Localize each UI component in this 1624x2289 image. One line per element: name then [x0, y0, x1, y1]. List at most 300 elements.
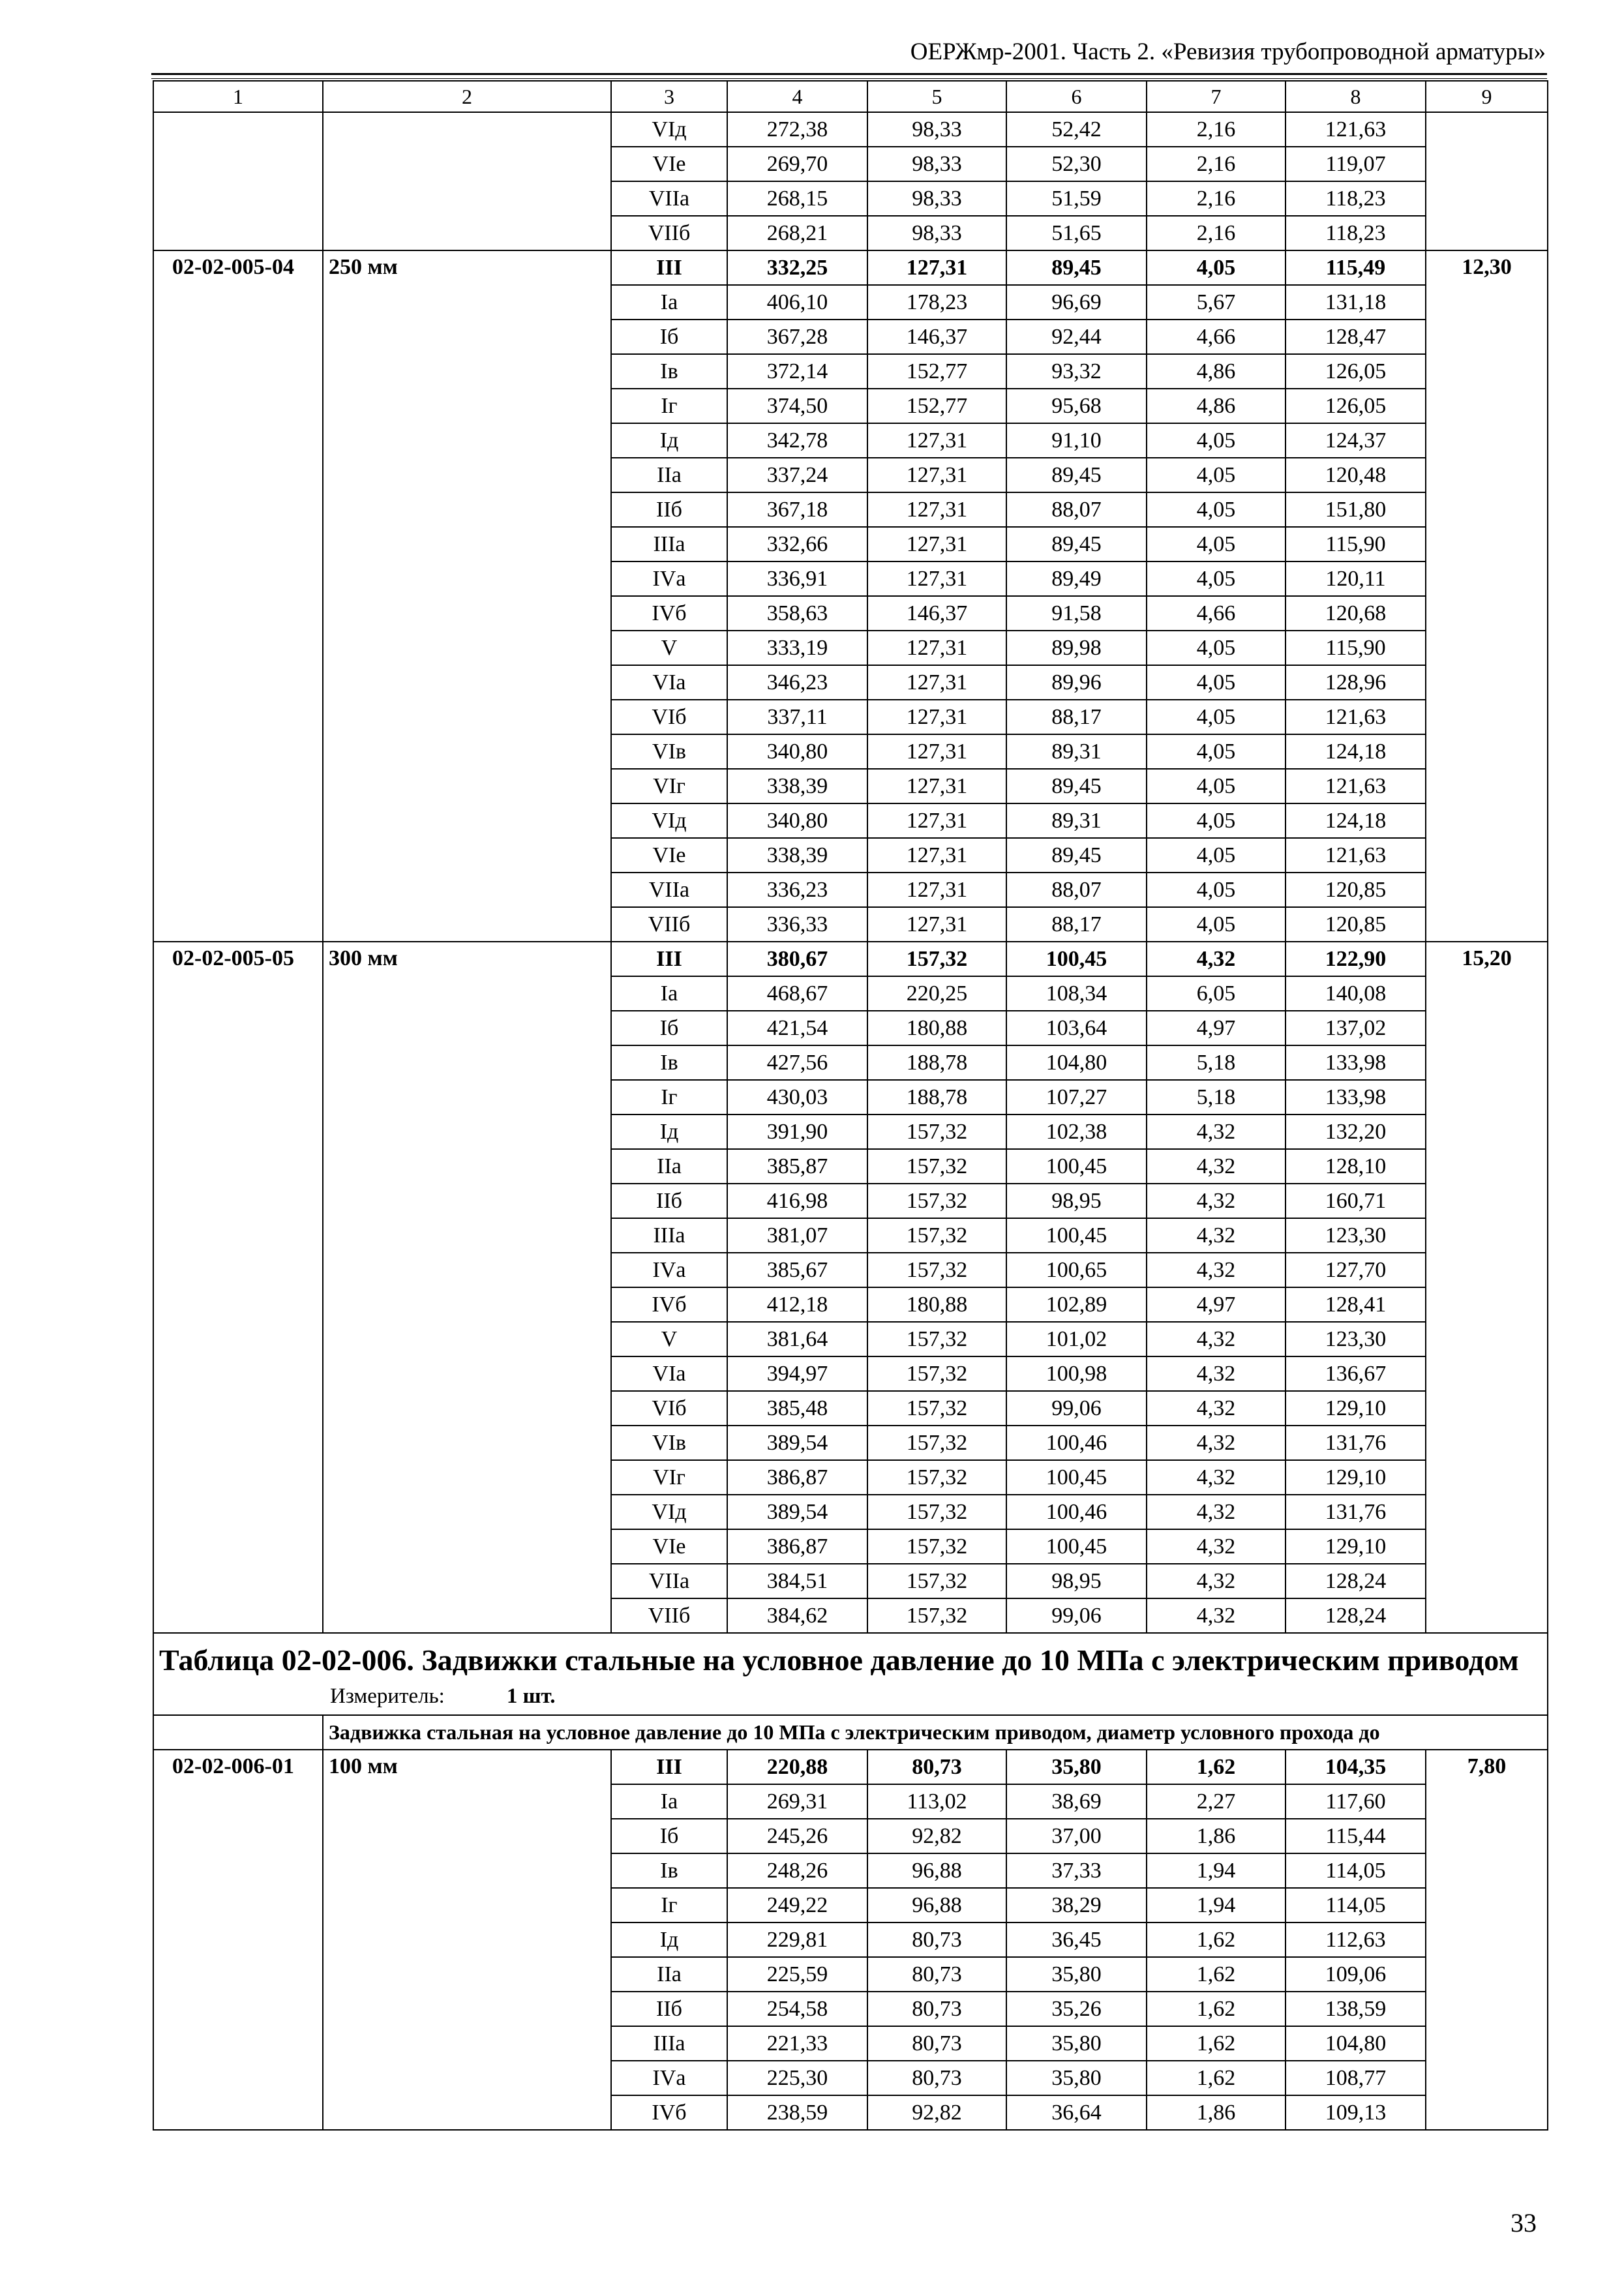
- value-cell: 98,33: [867, 112, 1006, 147]
- value-cell: 133,98: [1286, 1080, 1426, 1115]
- value-cell: 112,63: [1286, 1922, 1426, 1957]
- value-cell: 128,41: [1286, 1287, 1426, 1322]
- value-cell: 1,62: [1147, 1957, 1286, 1992]
- table-row: [153, 942, 1548, 976]
- value-cell: 80,73: [867, 1750, 1006, 1784]
- value-cell: 152,77: [867, 354, 1006, 389]
- value-cell: 384,62: [727, 1598, 867, 1633]
- value-cell: 157,32: [867, 1115, 1006, 1149]
- value-cell: 1,62: [1147, 1922, 1286, 1957]
- value-cell: 129,10: [1286, 1460, 1426, 1495]
- value-cell: 136,67: [1286, 1356, 1426, 1391]
- value-cell: 127,31: [867, 561, 1006, 596]
- subtitle-cell: Задвижка стальная на условное давление до 10 МПа с электрическим приводом, диаметр условного прохода до: [323, 1715, 1548, 1750]
- value-cell: 4,32: [1147, 1495, 1286, 1529]
- value-cell: 80,73: [867, 2061, 1006, 2095]
- value-cell: 35,80: [1006, 2061, 1147, 2095]
- value-cell: 89,96: [1006, 665, 1147, 700]
- table-row: [153, 112, 1548, 147]
- zone-cell: VIа: [611, 1356, 727, 1391]
- value-cell: 109,13: [1286, 2095, 1426, 2130]
- value-cell: 104,80: [1286, 2026, 1426, 2061]
- value-cell: 4,05: [1147, 665, 1286, 700]
- value-cell: 108,77: [1286, 2061, 1426, 2095]
- value-cell: 225,30: [727, 2061, 867, 2095]
- value-cell: 1,94: [1147, 1853, 1286, 1888]
- value-cell: 96,69: [1006, 285, 1147, 320]
- value-cell: 100,45: [1006, 942, 1147, 976]
- value-cell: 127,31: [867, 665, 1006, 700]
- value-cell: 4,05: [1147, 631, 1286, 665]
- value-cell: 115,90: [1286, 631, 1426, 665]
- value-cell: 89,31: [1006, 803, 1147, 838]
- diameter-cell: 250 мм: [323, 250, 611, 942]
- zone-cell: IVб: [611, 2095, 727, 2130]
- value-cell: 99,06: [1006, 1391, 1147, 1426]
- value-cell: 126,05: [1286, 389, 1426, 423]
- value-cell: 121,63: [1286, 700, 1426, 734]
- value-cell: 100,45: [1006, 1149, 1147, 1184]
- zone-cell: Iа: [611, 976, 727, 1011]
- value-cell: 468,67: [727, 976, 867, 1011]
- value-cell: 121,63: [1286, 112, 1426, 147]
- value-cell: 124,18: [1286, 803, 1426, 838]
- value-cell: 127,31: [867, 458, 1006, 492]
- zone-cell: Iг: [611, 1080, 727, 1115]
- value-cell: 80,73: [867, 2026, 1006, 2061]
- value-cell: 100,46: [1006, 1495, 1147, 1529]
- zone-cell: VIб: [611, 700, 727, 734]
- value-cell: 128,96: [1286, 665, 1426, 700]
- value-cell: 128,10: [1286, 1149, 1426, 1184]
- value-cell: 157,32: [867, 1322, 1006, 1356]
- value-cell: 146,37: [867, 596, 1006, 631]
- zone-cell: Iд: [611, 423, 727, 458]
- value-cell: 120,68: [1286, 596, 1426, 631]
- value-cell: 104,35: [1286, 1750, 1426, 1784]
- value-cell: 4,32: [1147, 942, 1286, 976]
- zone-cell: V: [611, 1322, 727, 1356]
- column-9-value: 12,30: [1426, 250, 1548, 942]
- value-cell: 132,20: [1286, 1115, 1426, 1149]
- value-cell: 93,32: [1006, 354, 1147, 389]
- column-number: 2: [323, 81, 611, 112]
- value-cell: 4,05: [1147, 492, 1286, 527]
- value-cell: 88,17: [1006, 907, 1147, 942]
- value-cell: 4,05: [1147, 423, 1286, 458]
- value-cell: 386,87: [727, 1529, 867, 1564]
- header-rule-thick: [151, 73, 1547, 75]
- value-cell: 4,66: [1147, 596, 1286, 631]
- value-cell: 180,88: [867, 1287, 1006, 1322]
- value-cell: 336,33: [727, 907, 867, 942]
- value-cell: 108,34: [1006, 976, 1147, 1011]
- zone-cell: Iв: [611, 354, 727, 389]
- value-cell: 4,32: [1147, 1356, 1286, 1391]
- zone-cell: IIб: [611, 1184, 727, 1218]
- value-cell: 5,67: [1147, 285, 1286, 320]
- value-cell: 4,05: [1147, 250, 1286, 285]
- value-cell: 35,26: [1006, 1992, 1147, 2026]
- value-cell: 1,86: [1147, 1819, 1286, 1853]
- diameter-cell: 300 мм: [323, 942, 611, 1633]
- value-cell: 1,62: [1147, 2061, 1286, 2095]
- value-cell: 157,32: [867, 1529, 1006, 1564]
- value-cell: 4,32: [1147, 1184, 1286, 1218]
- empty-cell: [1426, 112, 1548, 250]
- value-cell: 430,03: [727, 1080, 867, 1115]
- value-cell: 248,26: [727, 1853, 867, 1888]
- empty-cell: [153, 112, 323, 250]
- value-cell: 127,70: [1286, 1253, 1426, 1287]
- value-cell: 95,68: [1006, 389, 1147, 423]
- value-cell: 35,80: [1006, 2026, 1147, 2061]
- value-cell: 120,11: [1286, 561, 1426, 596]
- zone-cell: Iа: [611, 285, 727, 320]
- value-cell: 188,78: [867, 1045, 1006, 1080]
- column-number: 9: [1426, 81, 1548, 112]
- column-number: 5: [867, 81, 1006, 112]
- value-cell: 4,86: [1147, 389, 1286, 423]
- value-cell: 4,32: [1147, 1322, 1286, 1356]
- value-cell: 4,05: [1147, 838, 1286, 873]
- column-9-value: 7,80: [1426, 1750, 1548, 2130]
- value-cell: 332,25: [727, 250, 867, 285]
- zone-cell: VIе: [611, 147, 727, 181]
- value-cell: 133,98: [1286, 1045, 1426, 1080]
- header-rule-thin: [151, 78, 1547, 79]
- value-cell: 225,59: [727, 1957, 867, 1992]
- value-cell: 137,02: [1286, 1011, 1426, 1045]
- value-cell: 128,24: [1286, 1598, 1426, 1633]
- value-cell: 4,05: [1147, 561, 1286, 596]
- value-cell: 120,48: [1286, 458, 1426, 492]
- value-cell: 338,39: [727, 838, 867, 873]
- value-cell: 92,82: [867, 1819, 1006, 1853]
- value-cell: 1,62: [1147, 1992, 1286, 2026]
- zone-cell: VIв: [611, 734, 727, 769]
- value-cell: 1,62: [1147, 1750, 1286, 1784]
- value-cell: 332,66: [727, 527, 867, 561]
- column-number: 7: [1147, 81, 1286, 112]
- value-cell: 4,05: [1147, 700, 1286, 734]
- value-cell: 157,32: [867, 1598, 1006, 1633]
- zone-cell: IVа: [611, 561, 727, 596]
- value-cell: 268,15: [727, 181, 867, 216]
- value-cell: 245,26: [727, 1819, 867, 1853]
- value-cell: 100,98: [1006, 1356, 1147, 1391]
- value-cell: 269,70: [727, 147, 867, 181]
- value-cell: 5,18: [1147, 1080, 1286, 1115]
- value-cell: 89,45: [1006, 458, 1147, 492]
- column-9-value: 15,20: [1426, 942, 1548, 1633]
- value-cell: 4,32: [1147, 1426, 1286, 1460]
- zone-cell: VIIб: [611, 1598, 727, 1633]
- value-cell: 131,76: [1286, 1426, 1426, 1460]
- value-cell: 115,49: [1286, 250, 1426, 285]
- value-cell: 121,63: [1286, 769, 1426, 803]
- value-cell: 122,90: [1286, 942, 1426, 976]
- value-cell: 119,07: [1286, 147, 1426, 181]
- value-cell: 80,73: [867, 1922, 1006, 1957]
- value-cell: 157,32: [867, 1495, 1006, 1529]
- zone-cell: IIIа: [611, 2026, 727, 2061]
- zone-cell: Iа: [611, 1784, 727, 1819]
- value-cell: 157,32: [867, 1564, 1006, 1598]
- value-cell: 89,45: [1006, 769, 1147, 803]
- value-cell: 4,32: [1147, 1391, 1286, 1426]
- value-cell: 124,18: [1286, 734, 1426, 769]
- value-cell: 333,19: [727, 631, 867, 665]
- table-title: Таблица 02-02-006. Задвижки стальные на условное давление до 10 МПа с электрическим приводом: [159, 1643, 1519, 1677]
- value-cell: 157,32: [867, 1253, 1006, 1287]
- value-cell: 146,37: [867, 320, 1006, 354]
- value-cell: 37,33: [1006, 1853, 1147, 1888]
- value-cell: 126,05: [1286, 354, 1426, 389]
- value-cell: 127,31: [867, 803, 1006, 838]
- value-cell: 4,32: [1147, 1149, 1286, 1184]
- value-cell: 80,73: [867, 1992, 1006, 2026]
- column-number: 1: [153, 81, 323, 112]
- value-cell: 269,31: [727, 1784, 867, 1819]
- table-row: [153, 250, 1548, 285]
- value-cell: 5,18: [1147, 1045, 1286, 1080]
- value-cell: 337,11: [727, 700, 867, 734]
- value-cell: 178,23: [867, 285, 1006, 320]
- zone-cell: VIд: [611, 112, 727, 147]
- value-cell: 104,80: [1006, 1045, 1147, 1080]
- value-cell: 229,81: [727, 1922, 867, 1957]
- zone-cell: Iг: [611, 389, 727, 423]
- table-title-cell: [153, 1633, 1548, 1715]
- value-cell: 102,89: [1006, 1287, 1147, 1322]
- value-cell: 109,06: [1286, 1957, 1426, 1992]
- value-cell: 128,24: [1286, 1564, 1426, 1598]
- zone-cell: III: [611, 942, 727, 976]
- value-cell: 127,31: [867, 873, 1006, 907]
- value-cell: 36,45: [1006, 1922, 1147, 1957]
- value-cell: 4,05: [1147, 458, 1286, 492]
- value-cell: 138,59: [1286, 1992, 1426, 2026]
- value-cell: 127,31: [867, 492, 1006, 527]
- zone-cell: Iг: [611, 1888, 727, 1922]
- value-cell: 99,06: [1006, 1598, 1147, 1633]
- value-cell: 35,80: [1006, 1957, 1147, 1992]
- value-cell: 188,78: [867, 1080, 1006, 1115]
- value-cell: 2,16: [1147, 147, 1286, 181]
- value-cell: 89,45: [1006, 838, 1147, 873]
- value-cell: 98,33: [867, 216, 1006, 250]
- value-cell: 4,05: [1147, 907, 1286, 942]
- zone-cell: III: [611, 1750, 727, 1784]
- zone-cell: IIа: [611, 1957, 727, 1992]
- value-cell: 4,32: [1147, 1218, 1286, 1253]
- value-cell: 2,16: [1147, 216, 1286, 250]
- value-cell: 127,31: [867, 838, 1006, 873]
- value-cell: 124,37: [1286, 423, 1426, 458]
- value-cell: 92,44: [1006, 320, 1147, 354]
- value-cell: 51,59: [1006, 181, 1147, 216]
- value-cell: 98,95: [1006, 1564, 1147, 1598]
- column-number-row: [153, 81, 1548, 112]
- value-cell: 4,86: [1147, 354, 1286, 389]
- zone-cell: VIг: [611, 769, 727, 803]
- zone-cell: IIIа: [611, 527, 727, 561]
- value-cell: 4,97: [1147, 1287, 1286, 1322]
- table-row: [153, 1750, 1548, 1784]
- value-cell: 96,88: [867, 1853, 1006, 1888]
- value-cell: 100,45: [1006, 1218, 1147, 1253]
- value-cell: 89,45: [1006, 527, 1147, 561]
- value-cell: 117,60: [1286, 1784, 1426, 1819]
- value-cell: 127,31: [867, 907, 1006, 942]
- value-cell: 346,23: [727, 665, 867, 700]
- zone-cell: Iв: [611, 1045, 727, 1080]
- zone-cell: IVб: [611, 1287, 727, 1322]
- value-cell: 340,80: [727, 803, 867, 838]
- zone-cell: IIб: [611, 492, 727, 527]
- value-cell: 118,23: [1286, 216, 1426, 250]
- column-number: 3: [611, 81, 727, 112]
- table-title-row: [153, 1633, 1548, 1715]
- value-cell: 51,65: [1006, 216, 1147, 250]
- running-header: ОЕРЖмр-2001. Часть 2. «Ревизия трубопроводной арматуры»: [910, 38, 1546, 65]
- value-cell: 37,00: [1006, 1819, 1147, 1853]
- value-cell: 394,97: [727, 1356, 867, 1391]
- zone-cell: VIIб: [611, 907, 727, 942]
- value-cell: 389,54: [727, 1495, 867, 1529]
- value-cell: 92,82: [867, 2095, 1006, 2130]
- value-cell: 129,10: [1286, 1529, 1426, 1564]
- value-cell: 118,23: [1286, 181, 1426, 216]
- empty-cell: [153, 1715, 323, 1750]
- value-cell: 337,24: [727, 458, 867, 492]
- value-cell: 157,32: [867, 1391, 1006, 1426]
- zone-cell: VIIа: [611, 181, 727, 216]
- value-cell: 1,86: [1147, 2095, 1286, 2130]
- value-cell: 88,07: [1006, 492, 1147, 527]
- value-cell: 114,05: [1286, 1853, 1426, 1888]
- value-cell: 381,07: [727, 1218, 867, 1253]
- value-cell: 88,07: [1006, 873, 1147, 907]
- value-cell: 96,88: [867, 1888, 1006, 1922]
- zone-cell: VIд: [611, 803, 727, 838]
- zone-cell: VIг: [611, 1460, 727, 1495]
- value-cell: 98,33: [867, 147, 1006, 181]
- value-cell: 427,56: [727, 1045, 867, 1080]
- value-cell: 4,32: [1147, 1115, 1286, 1149]
- value-cell: 101,02: [1006, 1322, 1147, 1356]
- zone-cell: IVа: [611, 2061, 727, 2095]
- value-cell: 114,05: [1286, 1888, 1426, 1922]
- page-number: 33: [1511, 2208, 1537, 2237]
- zone-cell: IIб: [611, 1992, 727, 2026]
- value-cell: 127,31: [867, 423, 1006, 458]
- value-cell: 52,30: [1006, 147, 1147, 181]
- value-cell: 160,71: [1286, 1184, 1426, 1218]
- value-cell: 336,91: [727, 561, 867, 596]
- value-cell: 4,05: [1147, 527, 1286, 561]
- value-cell: 372,14: [727, 354, 867, 389]
- value-cell: 127,31: [867, 631, 1006, 665]
- zone-cell: V: [611, 631, 727, 665]
- value-cell: 254,58: [727, 1992, 867, 2026]
- value-cell: 1,62: [1147, 2026, 1286, 2061]
- value-cell: 157,32: [867, 1356, 1006, 1391]
- value-cell: 100,46: [1006, 1426, 1147, 1460]
- value-cell: 4,05: [1147, 873, 1286, 907]
- value-cell: 131,18: [1286, 285, 1426, 320]
- zone-cell: Iб: [611, 1011, 727, 1045]
- value-cell: 221,33: [727, 2026, 867, 2061]
- value-cell: 342,78: [727, 423, 867, 458]
- value-cell: 2,16: [1147, 112, 1286, 147]
- zone-cell: VIе: [611, 838, 727, 873]
- zone-cell: VIIб: [611, 216, 727, 250]
- value-cell: 249,22: [727, 1888, 867, 1922]
- zone-cell: Iд: [611, 1115, 727, 1149]
- value-cell: 100,45: [1006, 1460, 1147, 1495]
- value-cell: 128,47: [1286, 320, 1426, 354]
- zone-cell: IIIа: [611, 1218, 727, 1253]
- value-cell: 180,88: [867, 1011, 1006, 1045]
- subtitle-row: [153, 1715, 1548, 1750]
- column-number: 8: [1286, 81, 1426, 112]
- value-cell: 127,31: [867, 527, 1006, 561]
- value-cell: 115,90: [1286, 527, 1426, 561]
- value-cell: 152,77: [867, 389, 1006, 423]
- value-cell: 127,31: [867, 250, 1006, 285]
- value-cell: 358,63: [727, 596, 867, 631]
- value-cell: 421,54: [727, 1011, 867, 1045]
- zone-cell: Iб: [611, 320, 727, 354]
- meter-label: Измеритель:: [330, 1684, 445, 1708]
- value-cell: 340,80: [727, 734, 867, 769]
- zone-cell: IIа: [611, 458, 727, 492]
- zone-cell: VIIа: [611, 1564, 727, 1598]
- value-cell: 91,10: [1006, 423, 1147, 458]
- rate-code: 02-02-005-04: [153, 250, 323, 942]
- value-cell: 2,27: [1147, 1784, 1286, 1819]
- value-cell: 6,05: [1147, 976, 1286, 1011]
- value-cell: 2,16: [1147, 181, 1286, 216]
- value-cell: 100,45: [1006, 1529, 1147, 1564]
- value-cell: 389,54: [727, 1426, 867, 1460]
- value-cell: 381,64: [727, 1322, 867, 1356]
- value-cell: 4,32: [1147, 1529, 1286, 1564]
- value-cell: 127,31: [867, 700, 1006, 734]
- value-cell: 336,23: [727, 873, 867, 907]
- value-cell: 121,63: [1286, 838, 1426, 873]
- value-cell: 113,02: [867, 1784, 1006, 1819]
- value-cell: 1,94: [1147, 1888, 1286, 1922]
- value-cell: 380,67: [727, 942, 867, 976]
- value-cell: 391,90: [727, 1115, 867, 1149]
- value-cell: 385,67: [727, 1253, 867, 1287]
- value-cell: 367,28: [727, 320, 867, 354]
- value-cell: 385,87: [727, 1149, 867, 1184]
- value-cell: 4,66: [1147, 320, 1286, 354]
- meter-unit: 1 шт.: [506, 1684, 556, 1708]
- value-cell: 115,44: [1286, 1819, 1426, 1853]
- zone-cell: IVб: [611, 596, 727, 631]
- value-cell: 38,29: [1006, 1888, 1147, 1922]
- column-number: 4: [727, 81, 867, 112]
- value-cell: 89,45: [1006, 250, 1147, 285]
- value-cell: 103,64: [1006, 1011, 1147, 1045]
- value-cell: 157,32: [867, 1426, 1006, 1460]
- value-cell: 89,31: [1006, 734, 1147, 769]
